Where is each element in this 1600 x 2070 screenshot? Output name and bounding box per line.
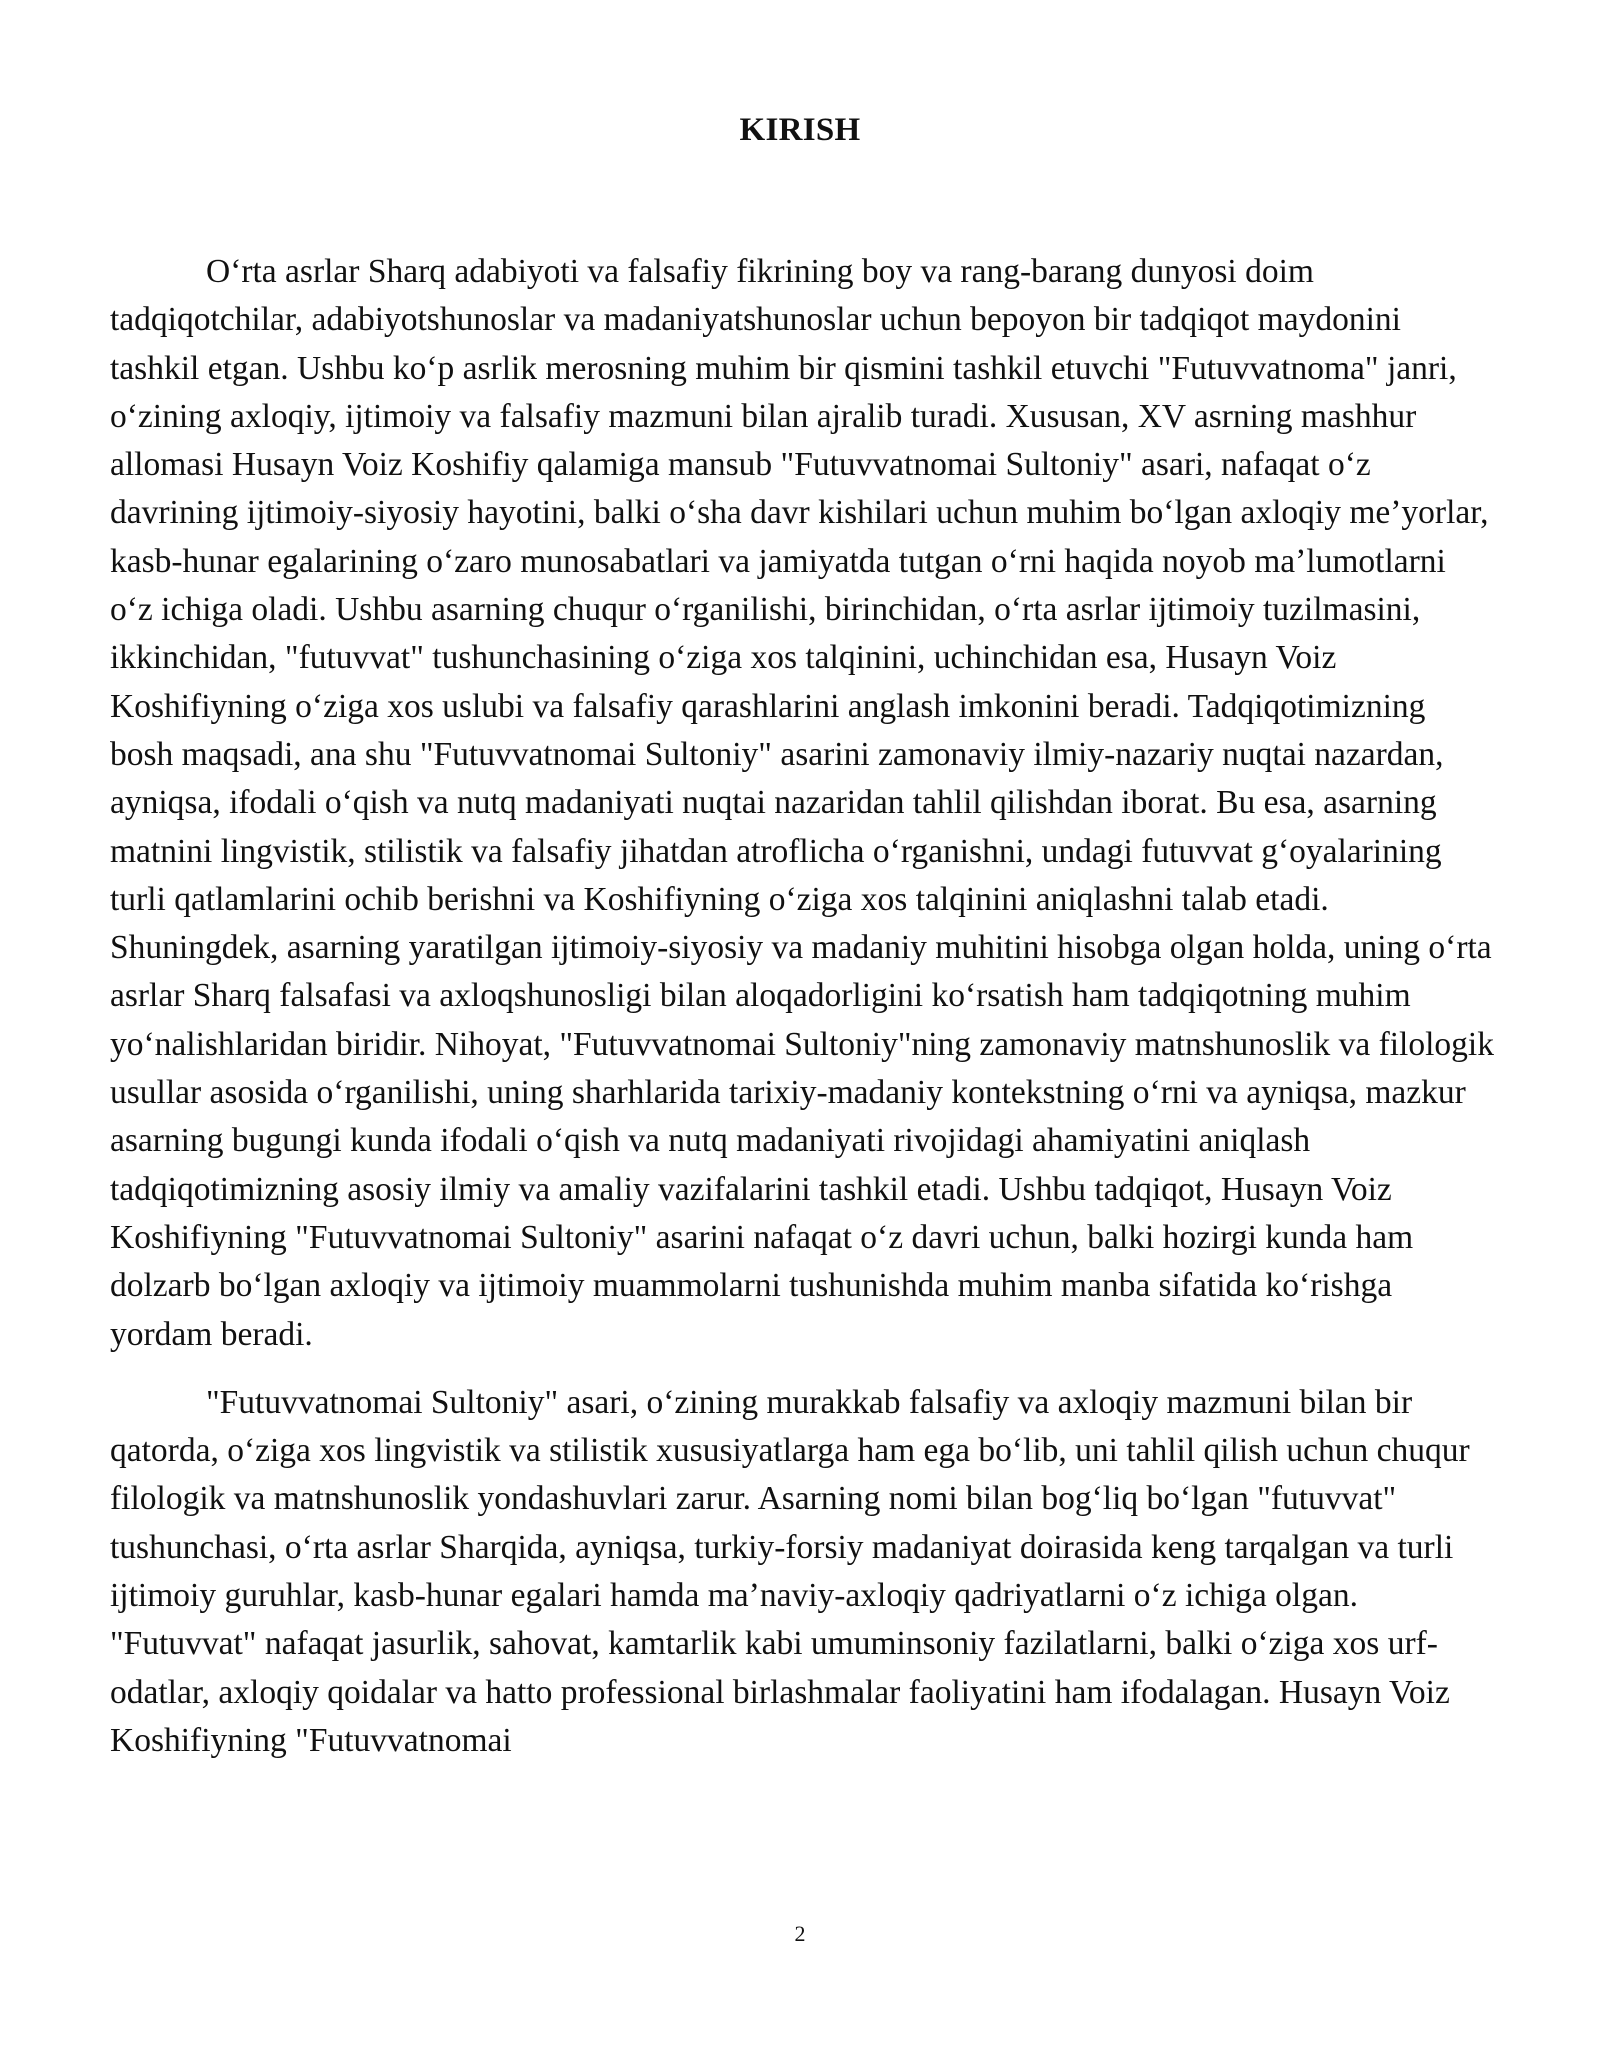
paragraph-1: Oʻrta asrlar Sharq adabiyoti va falsafiy fikrining boy va rang-barang dunyosi doim tadqiqotchilar, adabiyotshunoslar va madaniyatshunoslar uchun bepoyon bir tadqiqot maydonini tashkil etgan. Ushbu koʻp asrlik merosning muhim bir qismini tashkil etuvchi "Futuvvatnoma" janri, oʻzining axloqiy, ijtimoiy va falsafiy mazmuni bilan ajralib turadi. Xususan, XV asrning mashhur allomasi Husayn Voiz Koshifiy qalamiga mansub "Futuvvatnomai Sultoniy" asari, nafaqat oʻz davrining ijtimoiy-siyosiy hayotini, balki oʻsha davr kishilari uchun muhim boʻlgan axloqiy meʼyorlar, kasb-hunar egalarining oʻzaro munosabatlari va jamiyatda tutgan oʻrni haqida noyob maʼlumotlarni oʻz ichiga oladi. Ushbu asarning chuqur oʻrganilishi, birinchidan, oʻrta asrlar ijtimoiy tuzilmasini, ikkinchidan, "futuvvat" tushunchasining oʻziga xos talqinini, uchinchidan esa, Husayn Voiz Koshifiyning oʻziga xos uslubi va falsafiy qarashlarini anglash imkonini beradi. Tadqiqotimizning bosh maqsadi, ana shu "Futuvvatnomai Sultoniy" asarini zamonaviy ilmiy-nazariy nuqtai nazardan, ayniqsa, ifodali oʻqish va nutq madaniyati nuqtai nazaridan tahlil qilishdan iborat. Bu esa, asarning matnini lingvistik, stilistik va falsafiy jihatdan atroflicha oʻrganishni, undagi futuvvat gʻoyalarining turli qatlamlarini ochib berishni va Koshifiyning oʻziga xos talqinini aniqlashni talab etadi. Shuningdek, asarning yaratilgan ijtimoiy-siyosiy va madaniy muhitini hisobga olgan holda, uning oʻrta asrlar Sharq falsafasi va axloqshunosligi bilan aloqadorligini koʻrsatish ham tadqiqotning muhim yoʻnalishlaridan biridir. Nihoyat, "Futuvvatnomai Sultoniy"ning zamonaviy matnshunoslik va filologik usullar asosida oʻrganilishi, uning sharhlarida tarixiy-madaniy kontekstning oʻrni va ayniqsa, mazkur asarning bugungi kunda ifodali oʻqish va nutq madaniyati rivojidagi ahamiyatini aniqlash tadqiqotimizning asosiy ilmiy va amaliy vazifalarini tashkil etadi. Ushbu tadqiqot, Husayn Voiz Koshifiyning "Futuvvatnomai Sultoniy" asarini nafaqat oʻz davri uchun, balki hozirgi kunda ham dolzarb boʻlgan axloqiy va ijtimoiy muammolarni tushunishda muhim manba sifatida koʻrishga yordam beradi. <box>110 253 1494 1353</box>
body-text <box>110 248 1495 1765</box>
section-title: KIRISH <box>739 112 861 148</box>
page-number: 2 <box>794 1921 806 1946</box>
paragraph-2: "Futuvvatnomai Sultoniy" asari, oʻzining murakkab falsafiy va axloqiy mazmuni bilan bir qatorda, oʻziga xos lingvistik va stilistik xususiyatlarga ham ega boʻlib, uni tahlil qilish uchun chuqur filologik va matnshunoslik yondashuvlari zarur. Asarning nomi bilan bogʻliq boʻlgan "futuvvat" tushunchasi, oʻrta asrlar Sharqida, ayniqsa, turkiy-forsiy madaniyat doirasida keng tarqalgan va turli ijtimoiy guruhlar, kasb-hunar egalari hamda maʼnaviy-axloqiy qadriyatlarni oʻz ichiga olgan. "Futuvvat" nafaqat jasurlik, sahovat, kamtarlik kabi umuminsoniy fazilatlarni, balki oʻziga xos urf-odatlar, axloqiy qoidalar va hatto professional birlashmalar faoliyatini ham ifodalagan. Husayn Voiz Koshifiyning "Futuvvatnomai <box>110 1383 1470 1759</box>
